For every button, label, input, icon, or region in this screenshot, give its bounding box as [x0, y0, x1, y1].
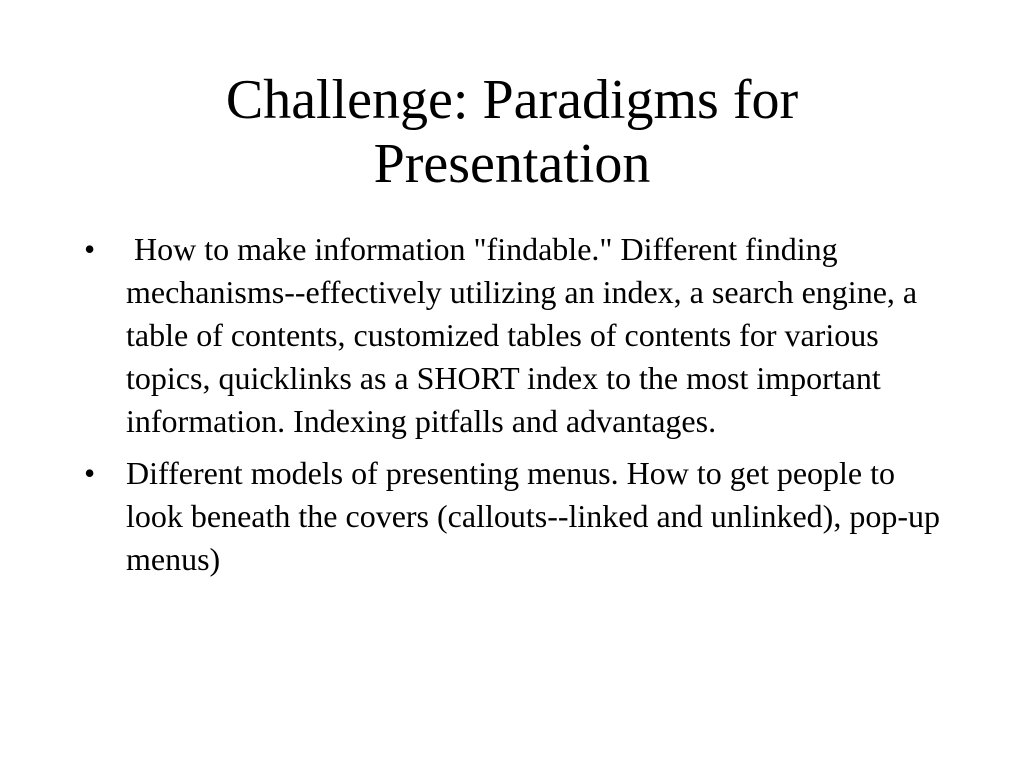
bullet-item — [84, 228, 944, 443]
bullet-icon: • — [84, 455, 96, 491]
bullet-list — [84, 228, 944, 590]
bullet-text: Different models of presenting menus. How to get people to look beneath the covers (callouts--linked and unlinked), pop-up menus) — [126, 455, 940, 577]
bullet-item — [84, 452, 944, 581]
slide-title: Challenge: Paradigms for Presentation — [225, 69, 799, 195]
bullet-text: How to make information "findable." Different finding mechanisms--effectively utilizing an index, a search engine, a table of contents, customized tables of contents for various topics, quicklinks as a SHORT index to the most important information. Indexing pitfalls and advantages. — [126, 231, 926, 439]
bullet-icon: • — [84, 231, 96, 267]
